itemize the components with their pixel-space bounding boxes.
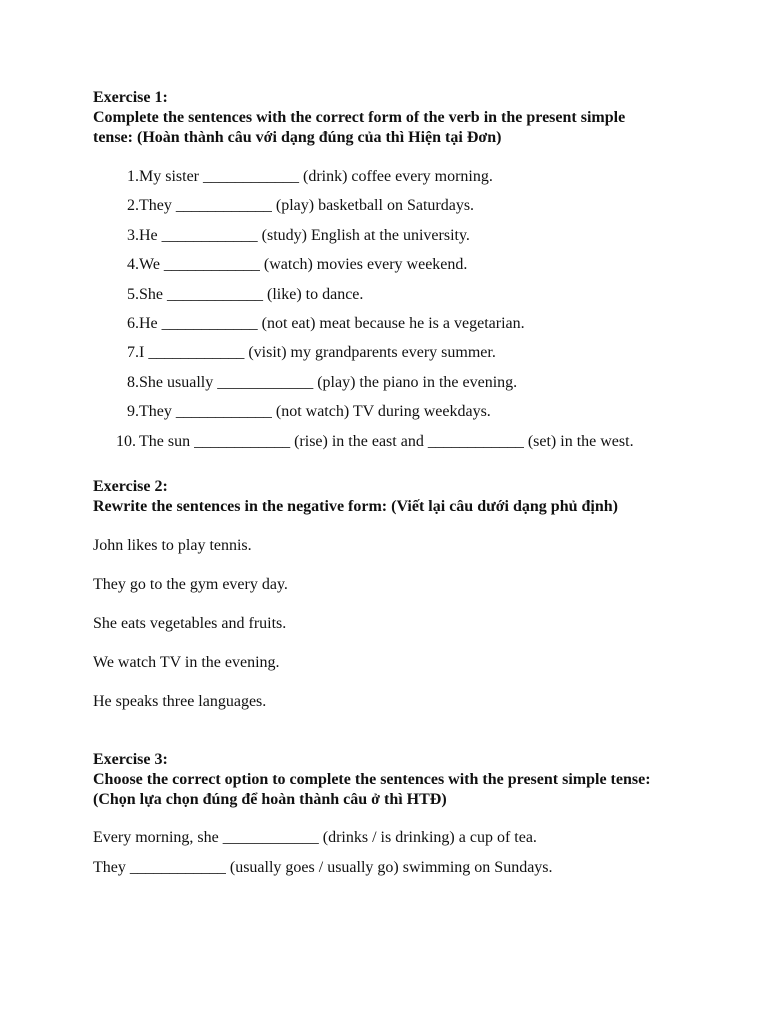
list-item	[93, 397, 683, 426]
item-number: 10.	[116, 432, 136, 450]
list-item	[93, 250, 683, 279]
item-text: The sun ____________ (rise) in the east and ____________ (set) in the west.	[139, 432, 634, 450]
item-text: They ____________ (not watch) TV during weekdays.	[139, 403, 491, 421]
exercise-2-heading: Exercise 2:	[93, 478, 168, 496]
item-text: My sister ____________ (drink) coffee every morning.	[139, 168, 493, 185]
exercise-2-instruction: Rewrite the sentences in the negative form: (Viết lại câu dưới dạng phủ định)	[93, 498, 618, 516]
exercise-1	[93, 88, 683, 456]
item-text: She usually ____________ (play) the piano in the evening.	[139, 373, 518, 391]
list-item	[93, 191, 683, 220]
item-number: 4.	[127, 256, 139, 274]
item-text: She ____________ (like) to dance.	[139, 285, 364, 303]
list-item	[93, 280, 683, 309]
sentence-line: Every morning, she ____________ (drinks / is drinking) a cup of tea.	[93, 829, 537, 847]
list-item	[93, 368, 683, 397]
item-number: 5.	[127, 285, 139, 303]
sentence-line: John likes to play tennis.	[93, 537, 252, 555]
item-text: We ____________ (watch) movies every weekend.	[139, 256, 468, 274]
exercise-3-instruction: Choose the correct option to complete the sentences with the present simple tense: (Chọn lựa chọn đúng để hoàn thành câu ở thì HTĐ)	[93, 771, 651, 809]
sentence-line: He speaks three languages.	[93, 693, 267, 711]
item-number: 6.	[127, 315, 139, 333]
list-item	[93, 162, 683, 191]
worksheet-page	[93, 88, 683, 878]
list-item	[93, 309, 683, 338]
exercise-1-instruction: Complete the sentences with the correct form of the verb in the present simple tense: (Hoàn thành câu với dạng đúng của thì Hiện tại Đơn)	[93, 109, 626, 146]
exercise-1-heading: Exercise 1:	[93, 89, 168, 106]
sentence-line: She eats vegetables and fruits.	[93, 615, 287, 633]
item-text: They ____________ (play) basketball on Saturdays.	[139, 197, 475, 215]
exercise-3-heading: Exercise 3:	[93, 751, 168, 769]
item-number: 3.	[127, 226, 139, 244]
item-number: 1.	[127, 168, 139, 185]
item-number: 9.	[127, 403, 139, 421]
sentence-line: We watch TV in the evening.	[93, 654, 280, 672]
exercise-2	[93, 477, 683, 712]
sentence-line: They ____________ (usually goes / usually go) swimming on Sundays.	[93, 859, 553, 877]
list-item	[93, 338, 683, 367]
item-number: 2.	[127, 197, 139, 215]
list-item	[93, 221, 683, 250]
exercise-3	[93, 750, 683, 878]
item-text: He ____________ (study) English at the university.	[139, 226, 470, 244]
item-number: 7.	[127, 344, 139, 362]
exercise-1-list	[93, 162, 683, 456]
item-text: He ____________ (not eat) meat because he is a vegetarian.	[139, 315, 525, 333]
item-number: 8.	[127, 373, 139, 391]
list-item	[93, 427, 683, 456]
item-text: I ____________ (visit) my grandparents every summer.	[139, 344, 496, 362]
sentence-line: They go to the gym every day.	[93, 576, 288, 594]
